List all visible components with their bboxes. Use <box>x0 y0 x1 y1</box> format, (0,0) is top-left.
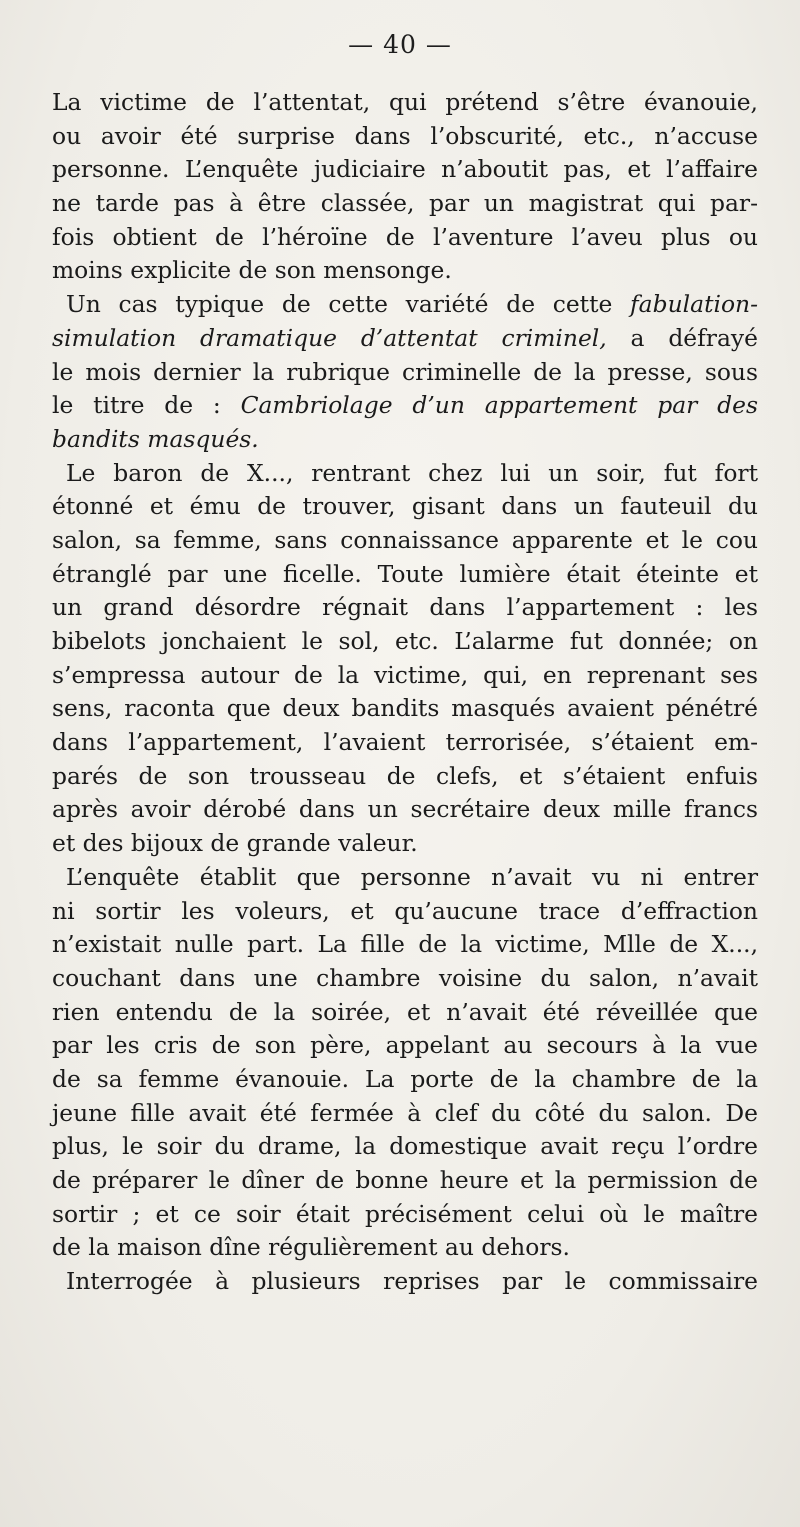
text-line: après avoir dérobé dans un secrétaire deux mille francs <box>52 795 758 824</box>
paragraph-2 <box>52 288 758 456</box>
text-line: le mois dernier la rubrique criminelle de la presse, sous <box>52 357 758 386</box>
text-line <box>52 389 758 423</box>
paragraph-1 <box>52 86 758 288</box>
paragraph-3 <box>52 457 758 861</box>
paragraph-5 <box>52 1265 758 1299</box>
italic-run: bandits masqués. <box>52 424 259 453</box>
body-text <box>52 86 758 1299</box>
paragraph-4 <box>52 861 758 1265</box>
text-line: s’empressa autour de la victime, qui, en reprenant ses <box>52 660 758 689</box>
text-line: couchant dans une chambre voisine du salon, n’avait <box>52 963 758 992</box>
text-line: étranglé par une ficelle. Toute lumière était éteinte et <box>52 559 758 588</box>
text-line: étonné et ému de trouver, gisant dans un fauteuil du <box>52 492 758 521</box>
text-line: ne tarde pas à être classée, par un magistrat qui par- <box>52 189 758 218</box>
text-line <box>52 288 758 322</box>
text-line: ou avoir été surprise dans l’obscurité, etc., n’accuse <box>52 121 758 150</box>
text-run: le titre de : <box>52 391 241 420</box>
text-line: de sa femme évanouie. La porte de la chambre de la <box>52 1064 758 1093</box>
text-line: et des bijoux de grande valeur. <box>52 829 418 858</box>
text-line: dans l’appartement, l’avaient terrorisée, s’étaient em- <box>52 728 758 757</box>
text-line: moins explicite de son mensonge. <box>52 256 452 285</box>
text-line: salon, sa femme, sans connaissance apparente et le cou <box>52 525 758 554</box>
text-line: ni sortir les voleurs, et qu’aucune trace d’effraction <box>52 896 758 925</box>
page-number: — 40 — <box>348 30 452 59</box>
italic-run: simulation dramatique d’attentat criminel, <box>52 323 607 352</box>
text-line: un grand désordre régnait dans l’appartement : les <box>52 593 758 622</box>
text-line: La victime de l’attentat, qui prétend s’être évanouie, <box>52 88 758 116</box>
text-line: plus, le soir du drame, la domestique avait reçu l’ordre <box>52 1132 758 1161</box>
text-line: de la maison dîne régulièrement au dehors. <box>52 1233 570 1262</box>
text-line: de préparer le dîner de bonne heure et la permission de <box>52 1166 758 1194</box>
text-run: Un cas typique de cette variété de cette <box>66 290 630 319</box>
text-line: personne. L’enquête judiciaire n’aboutit pas, et l’affaire <box>52 155 758 184</box>
text-line: sens, raconta que deux bandits masqués avaient pénétré <box>52 694 758 723</box>
text-line: par les cris de son père, appelant au secours à la vue <box>52 1031 758 1060</box>
text-line: rien entendu de la soirée, et n’avait été réveillée que <box>52 997 758 1026</box>
text-line: Interrogée à plusieurs reprises par le commissaire <box>66 1267 758 1296</box>
text-line: L’enquête établit que personne n’avait vu ni entrer <box>66 862 758 891</box>
text-line: jeune fille avait été fermée à clef du côté du salon. De <box>52 1098 758 1127</box>
text-run: a défrayé <box>606 323 758 352</box>
text-line: fois obtient de l’héroïne de l’aventure l’aveu plus ou <box>52 222 758 251</box>
text-line <box>52 322 758 356</box>
text-line: Le baron de X..., rentrant chez lui un soir, fut fort <box>66 458 758 487</box>
text-line: sortir ; et ce soir était précisément celui où le maître <box>52 1199 758 1228</box>
text-line <box>52 423 758 457</box>
italic-run: Cambriolage d’un appartement par des <box>240 391 758 420</box>
italic-run: fabulation- <box>630 290 758 319</box>
text-line: parés de son trousseau de clefs, et s’étaient enfuis <box>52 761 758 790</box>
text-line: bibelots jonchaient le sol, etc. L’alarme fut donnée; on <box>52 627 758 655</box>
text-line: n’existait nulle part. La fille de la victime, Mlle de X..., <box>52 930 758 959</box>
